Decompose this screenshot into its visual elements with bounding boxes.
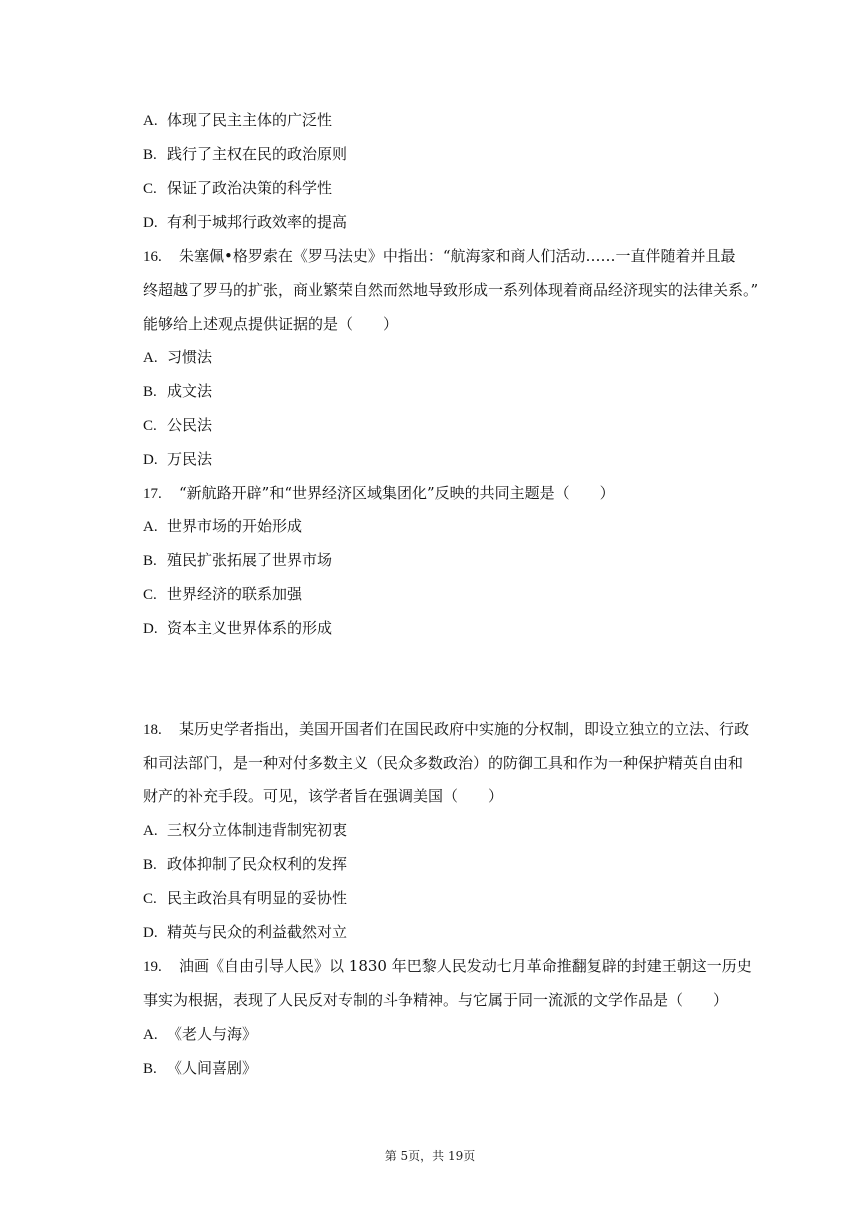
option-text: 保证了政治决策的科学性 bbox=[167, 179, 333, 197]
option-letter: D. bbox=[143, 621, 158, 637]
q16-option-a bbox=[143, 347, 212, 368]
option-text: 资本主义世界体系的形成 bbox=[167, 619, 333, 637]
option-letter: C. bbox=[143, 418, 157, 434]
option-letter: D. bbox=[143, 215, 158, 231]
option-text: 践行了主权在民的政治原则 bbox=[167, 145, 348, 163]
q17-option-b bbox=[143, 550, 332, 571]
q16-stem-line-1 bbox=[143, 246, 736, 267]
question-number: 16. bbox=[143, 249, 162, 265]
option-text: 三权分立体制违背制宪初衷 bbox=[167, 821, 348, 839]
option-text: 世界经济的联系加强 bbox=[167, 585, 303, 603]
option-text: 《老人与海》 bbox=[167, 1025, 258, 1043]
q18-stem-line-1 bbox=[143, 719, 749, 740]
q15-option-d bbox=[143, 212, 347, 233]
stem-text: 终超越了罗马的扩张，商业繁荣自然而然地导致形成一系列体现着商品经济现实的法律关系。” bbox=[143, 281, 759, 299]
option-letter: C. bbox=[143, 587, 157, 603]
option-letter: A. bbox=[143, 1027, 158, 1043]
option-text: 殖民扩张拓展了世界市场 bbox=[167, 551, 333, 569]
q19-stem-line-1 bbox=[143, 956, 752, 977]
stem-text: 能够给上述观点提供证据的是（ ） bbox=[143, 315, 399, 333]
option-text: 世界市场的开始形成 bbox=[167, 517, 303, 535]
q17-option-d bbox=[143, 618, 332, 639]
page-footer bbox=[0, 1148, 860, 1164]
option-letter: D. bbox=[143, 452, 158, 468]
option-letter: A. bbox=[143, 113, 158, 129]
q16-option-b bbox=[143, 381, 212, 402]
q15-option-c bbox=[143, 178, 332, 199]
option-text: 公民法 bbox=[167, 416, 213, 434]
q18-stem-line-2 bbox=[143, 753, 743, 773]
option-letter: A. bbox=[143, 519, 158, 535]
q19-option-a bbox=[143, 1024, 257, 1045]
stem-text: 事实为根据，表现了人民反对专制的斗争精神。与它属于同一流派的文学作品是（ ） bbox=[143, 991, 729, 1009]
stem-text: 和司法部门，是一种对付多数主义（民众多数政治）的防御工具和作为一种保护精英自由和 bbox=[143, 754, 744, 772]
option-letter: B. bbox=[143, 553, 157, 569]
q18-option-b bbox=[143, 854, 347, 875]
q15-option-b bbox=[143, 144, 347, 165]
stem-text: 朱塞佩•格罗索在《罗马法史》中指出：“航海家和商人们活动……一直伴随着并且最 bbox=[179, 247, 736, 265]
option-text: 成文法 bbox=[167, 382, 213, 400]
option-letter: B. bbox=[143, 147, 157, 163]
page-number-text: 第 5页，共 19页 bbox=[384, 1149, 476, 1163]
option-letter: B. bbox=[143, 1061, 157, 1077]
question-number: 17. bbox=[143, 486, 162, 502]
stem-text: 财产的补充手段。可见，该学者旨在强调美国（ ） bbox=[143, 787, 504, 805]
question-number: 19. bbox=[143, 959, 162, 975]
q19-option-b bbox=[143, 1058, 257, 1079]
option-text: 万民法 bbox=[167, 450, 213, 468]
option-text: 有利于城邦行政效率的提高 bbox=[167, 213, 348, 231]
option-text: 精英与民众的利益截然对立 bbox=[167, 923, 348, 941]
q16-option-c bbox=[143, 415, 212, 436]
stem-text: 油画《自由引导人民》以 1830 年巴黎人民发动七月革命推翻复辟的封建王朝这一历史 bbox=[179, 957, 752, 975]
q17-stem-line-1 bbox=[143, 483, 615, 504]
q16-option-d bbox=[143, 449, 212, 470]
option-text: 体现了民主主体的广泛性 bbox=[167, 111, 333, 129]
option-letter: A. bbox=[143, 823, 158, 839]
q16-stem-line-2 bbox=[143, 280, 758, 300]
option-text: 《人间喜剧》 bbox=[167, 1059, 258, 1077]
q18-option-c bbox=[143, 888, 347, 909]
option-letter: A. bbox=[143, 350, 158, 366]
q18-option-a bbox=[143, 820, 347, 841]
stem-text: “新航路开辟”和“世界经济区域集团化”反映的共同主题是（ ） bbox=[179, 484, 615, 502]
q17-option-c bbox=[143, 584, 302, 605]
q19-stem-line-2 bbox=[143, 990, 728, 1010]
option-letter: C. bbox=[143, 181, 157, 197]
option-text: 习惯法 bbox=[167, 348, 213, 366]
option-letter: B. bbox=[143, 384, 157, 400]
option-text: 政体抑制了民众权利的发挥 bbox=[167, 855, 348, 873]
stem-text: 某历史学者指出，美国开国者们在国民政府中实施的分权制，即设立独立的立法、行政 bbox=[179, 720, 750, 738]
q16-stem-line-3 bbox=[143, 314, 398, 334]
q15-option-a bbox=[143, 110, 332, 131]
question-number: 18. bbox=[143, 722, 162, 738]
q17-option-a bbox=[143, 516, 302, 537]
q18-option-d bbox=[143, 922, 347, 943]
option-letter: C. bbox=[143, 891, 157, 907]
q18-stem-line-3 bbox=[143, 786, 503, 806]
option-text: 民主政治具有明显的妥协性 bbox=[167, 889, 348, 907]
option-letter: D. bbox=[143, 925, 158, 941]
option-letter: B. bbox=[143, 857, 157, 873]
